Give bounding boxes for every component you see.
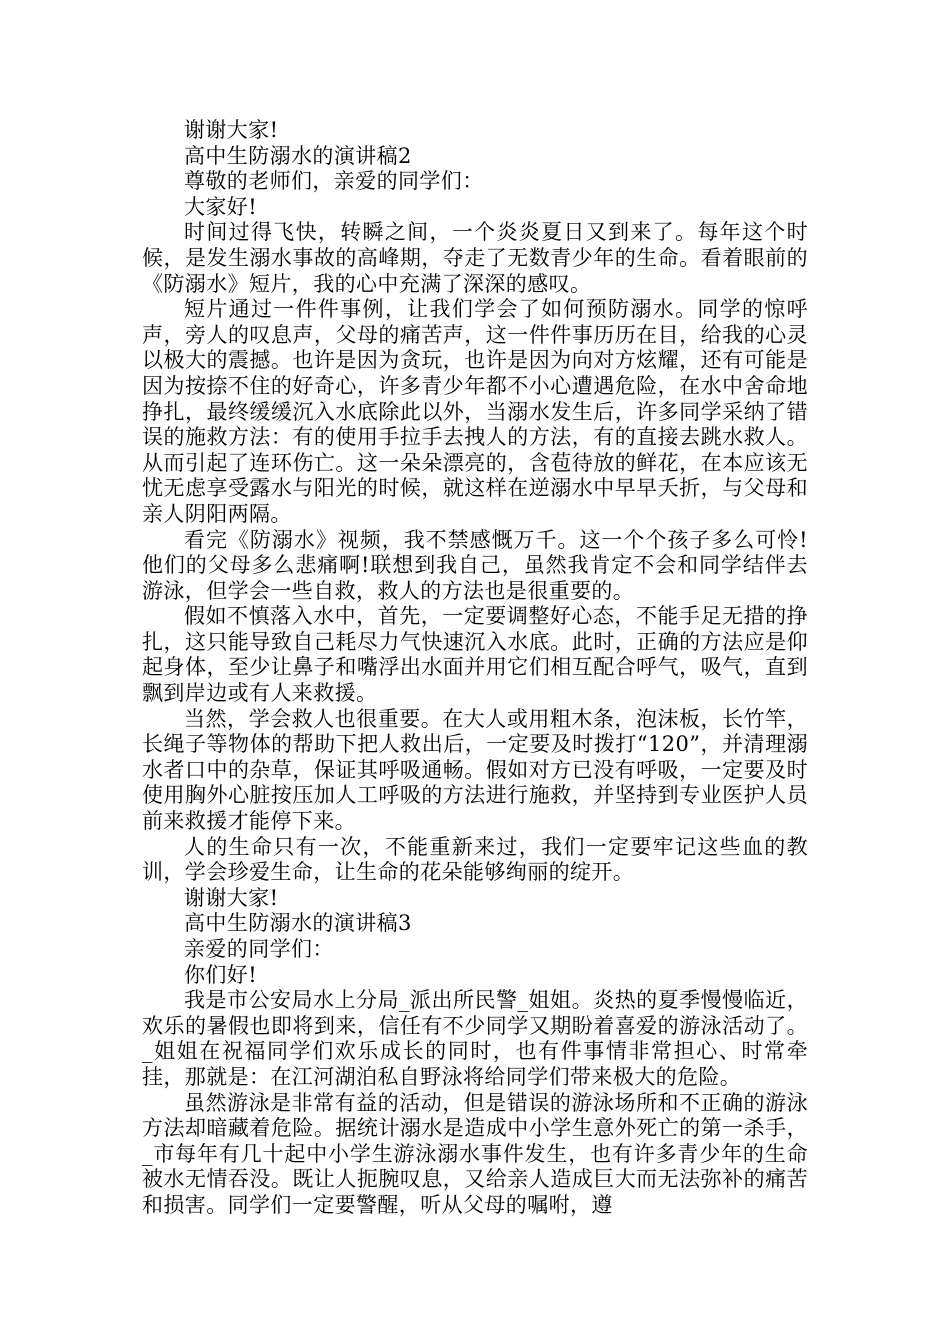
body-paragraph: 看完《防溺水》视频，我不禁感慨万千。这一个个孩子多么可怜!他们的父母多么悲痛啊!联想到我自己，虽然我肯定不会和同学结伴去游泳，但学会一些自救，救人的方法也是很重要的。 bbox=[142, 527, 808, 603]
body-paragraph: 我是市公安局水上分局_派出所民警_姐姐。炎热的夏季慢慢临近，欢乐的暑假也即将到来，信任有不少同学又期盼着喜爱的游泳活动了。_姐姐在祝福同学们欢乐成长的同时，也有件事情非常担心、时常牵挂，那就是：在江河湖泊私自野泳将给同学们带来极大的危险。 bbox=[142, 988, 808, 1089]
body-paragraph: 虽然游泳是非常有益的活动，但是错误的游泳场所和不正确的游泳方法却暗藏着危险。据统计溺水是造成中小学生意外死亡的第一杀手，_市每年有几十起中小学生游泳溺水事件发生，也有许多青少年的生命被水无情吞没。既让人扼腕叹息，又给亲人造成巨大而无法弥补的痛苦和损害。同学们一定要警醒，听从父母的嘱咐，遵 bbox=[142, 1090, 808, 1217]
closing-thanks: 谢谢大家! bbox=[184, 118, 279, 142]
greeting: 你们好! bbox=[184, 962, 258, 987]
body-paragraph: 时间过得飞快，转瞬之间，一个炎炎夏日又到来了。每年这个时候，是发生溺水事故的高峰期，夺走了无数青少年的生命。看着眼前的《防溺水》短片，我的心中充满了深深的感叹。 bbox=[142, 220, 808, 296]
salutation: 尊敬的老师们，亲爱的同学们： bbox=[184, 169, 484, 194]
body-paragraph: 假如不慎落入水中，首先，一定要调整好心态，不能手足无措的挣扎，这只能导致自己耗尽力气快速沉入水底。此时，正确的方法应是仰起身体，至少让鼻子和嘴浮出水面并用它们相互配合呼气，吸气，直到飘到岸边或有人来救援。 bbox=[142, 604, 808, 706]
body-paragraph: 人的生命只有一次，不能重新来过，我们一定要牢记这些血的教训，学会珍爱生命，让生命的花朵能够绚丽的绽开。 bbox=[142, 834, 808, 885]
greeting: 大家好! bbox=[184, 194, 258, 219]
document-body bbox=[142, 118, 808, 1219]
body-paragraph: 当然，学会救人也很重要。在大人或用粗木条，泡沫板，长竹竿，长绳子等物体的帮助下把人救出后，一定要及时拨打“120”，并清理溺水者口中的杂草，保证其呼吸通畅。假如对方已没有呼吸，一定要及时使用胸外心脏按压加人工呼吸的方法进行施救，并坚持到专业医护人员前来救援才能停下来。 bbox=[142, 706, 808, 834]
body-paragraph: 短片通过一件件事例，让我们学会了如何预防溺水。同学的惊呼声，旁人的叹息声，父母的痛苦声，这一件件事历历在目，给我的心灵以极大的震撼。也许是因为贪玩，也许是因为向对方炫耀，还有可能是因为按捺不住的好奇心，许多青少年都不小心遭遇危险，在水中舍命地挣扎，最终缓缓沉入水底除此以外，当溺水发生后，许多同学采纳了错误的施救方法：有的使用手拉手去拽人的方法，有的直接去跳水救人。从而引起了连环伤亡。这一朵朵漂亮的，含苞待放的鲜花，在本应该无忧无虑享受露水与阳光的时候，就这样在逆溺水中早早夭折，与父母和亲人阴阳两隔。 bbox=[142, 297, 808, 526]
speech-title: 高中生防溺水的演讲稿3 bbox=[184, 911, 412, 936]
speech-title: 高中生防溺水的演讲稿2 bbox=[184, 143, 412, 168]
salutation: 亲爱的同学们： bbox=[184, 937, 334, 961]
closing-thanks: 谢谢大家! bbox=[184, 885, 279, 910]
